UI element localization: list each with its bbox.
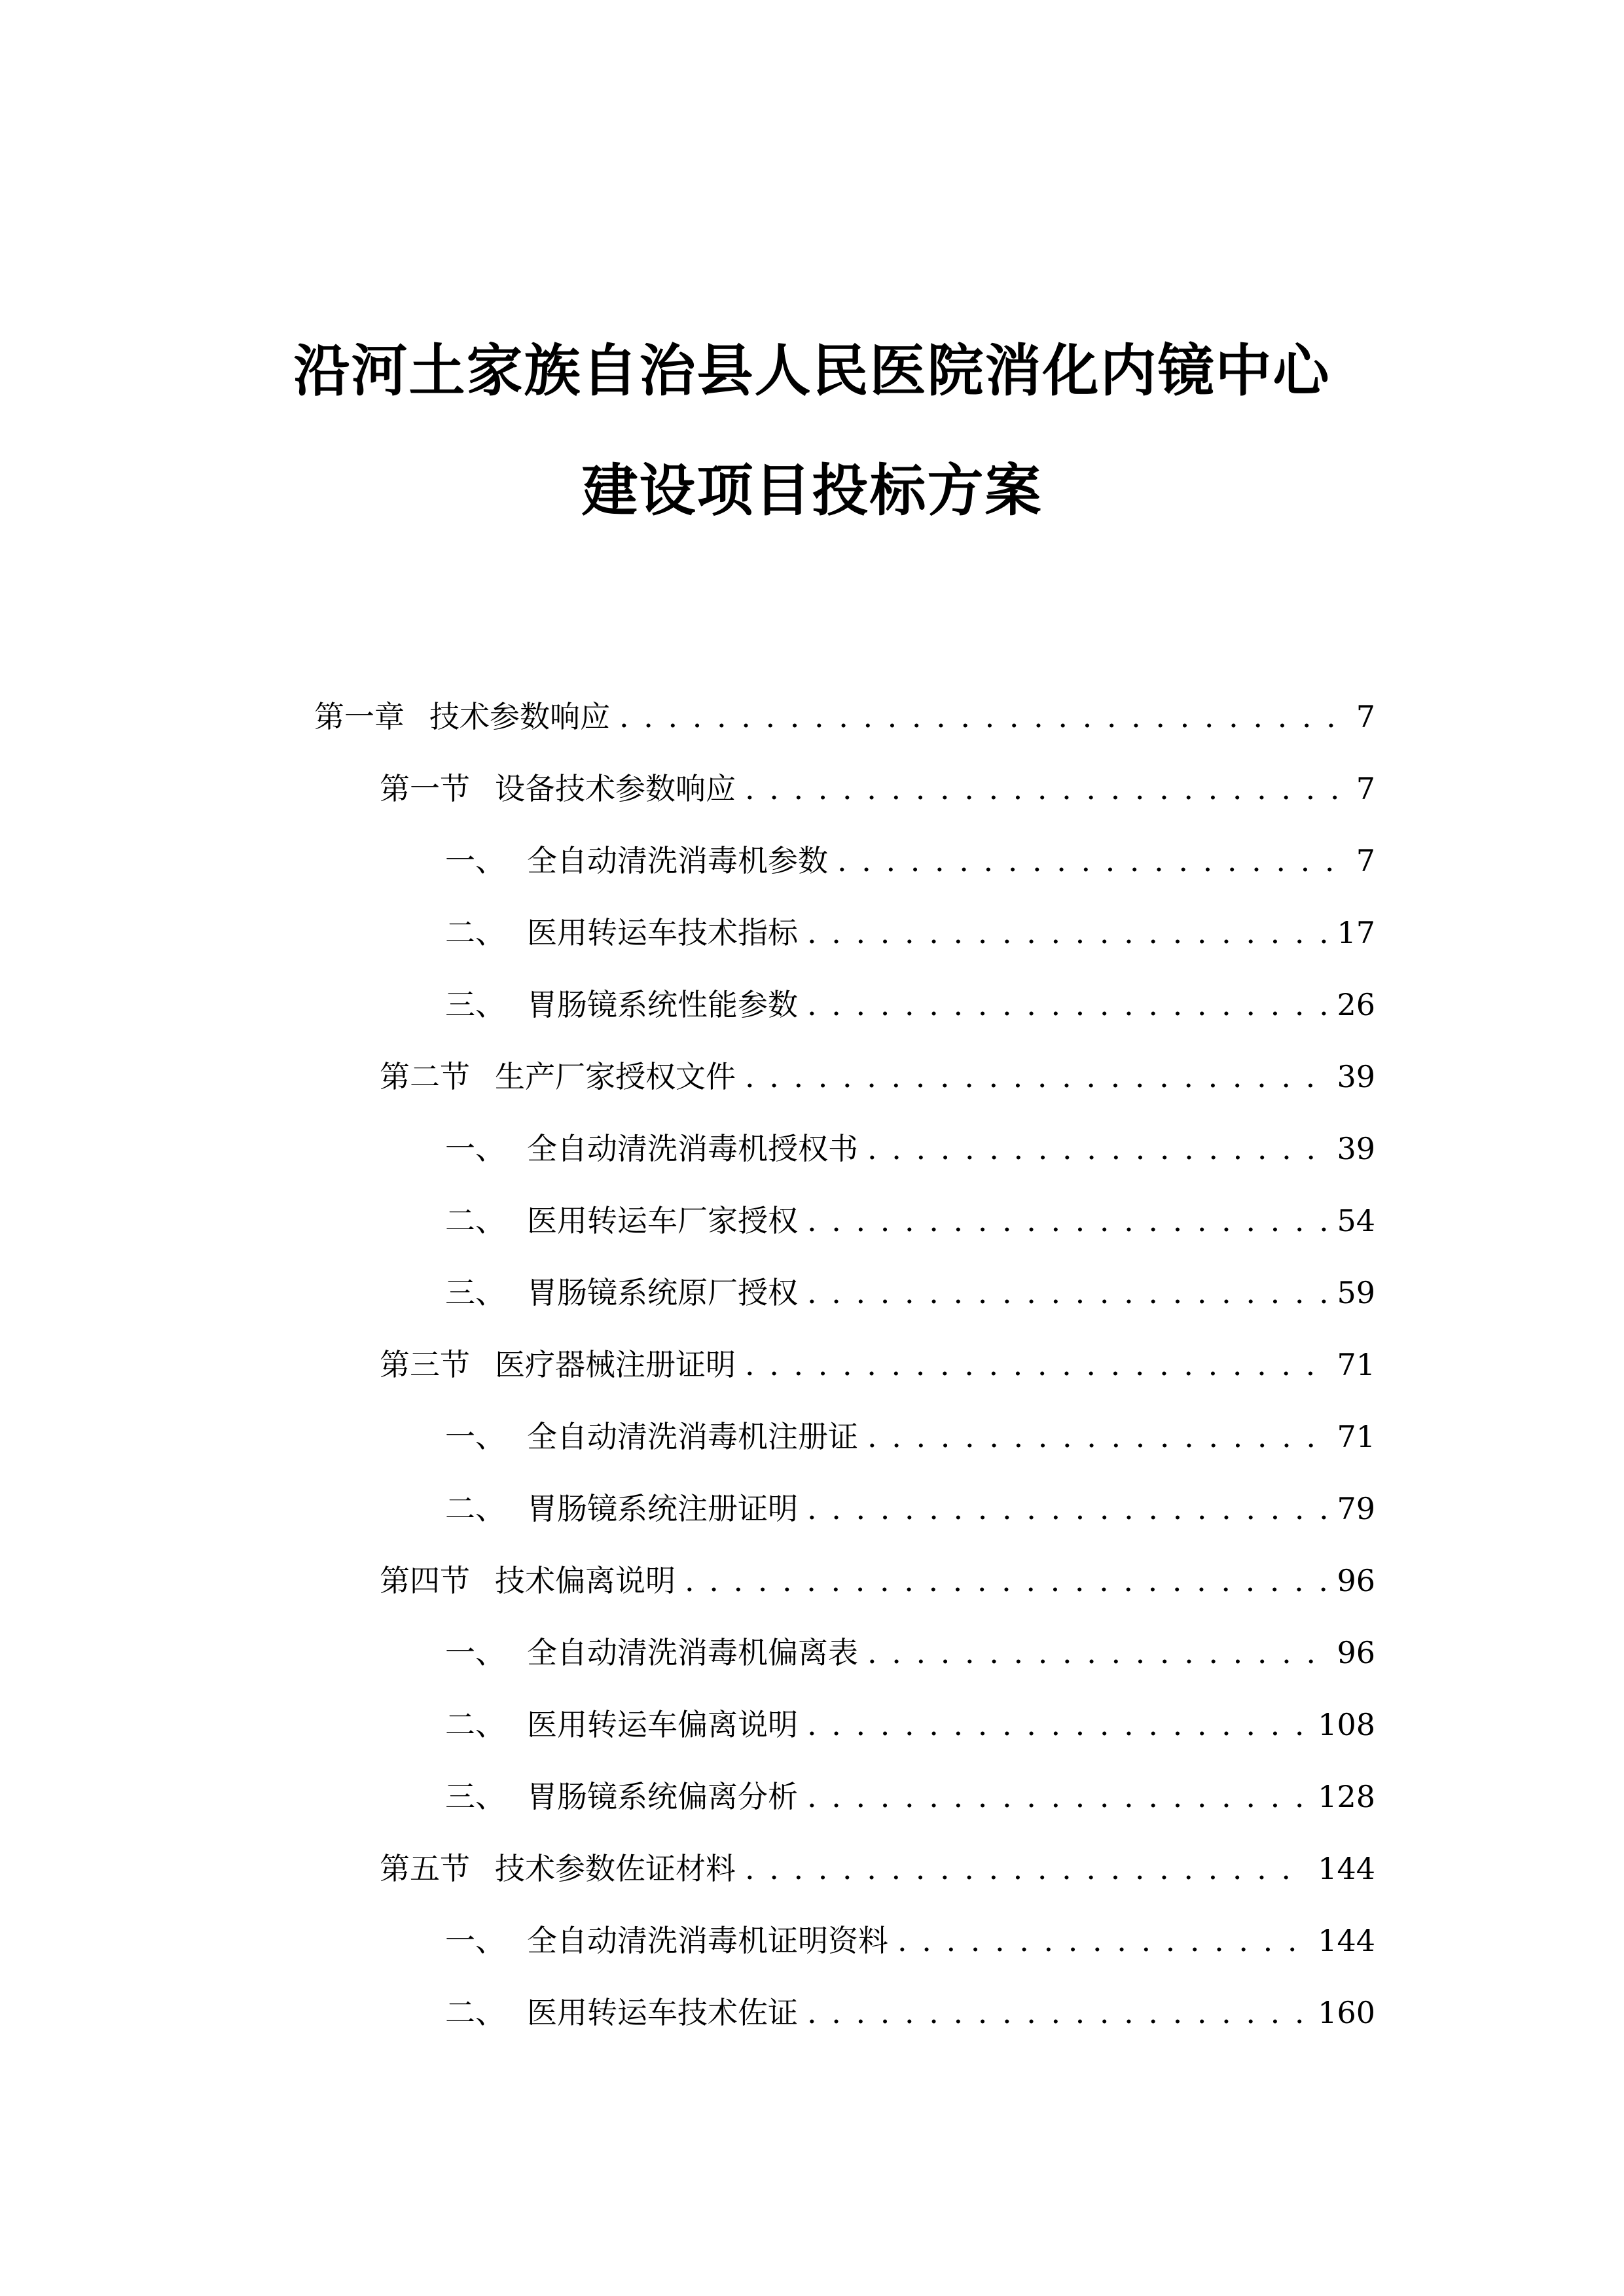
toc-entry-title: 设备技术参数响应 [495,771,736,806]
toc-page-number: 160 [1318,1995,1375,2030]
toc-dot-leader [867,1414,1327,1460]
toc-entry[interactable] [380,1054,1375,1100]
toc-entry-number: 三、 [445,1779,505,1814]
toc-entry[interactable] [445,1270,1375,1316]
toc-entry[interactable] [380,1558,1375,1604]
toc-page-number: 108 [1318,1707,1375,1742]
toc-entry[interactable] [445,838,1375,884]
toc-entry[interactable] [445,1990,1375,2036]
toc-entry-number: 三、 [445,987,505,1022]
toc-page-number: 144 [1318,1851,1375,1886]
toc-entry-title: 胃肠镜系统原厂授权 [527,1275,798,1310]
toc-entry-title: 技术参数响应 [429,699,610,734]
toc-entry-number: 二、 [445,915,505,950]
toc-dot-leader [867,1126,1327,1172]
toc-dot-leader [685,1558,1327,1604]
toc-dot-leader [807,1702,1308,1748]
toc-page-number: 128 [1318,1779,1375,1814]
toc-entry-title: 全自动清洗消毒机参数 [527,843,828,878]
toc-entry-title: 医疗器械注册证明 [495,1347,736,1382]
toc-page-number: 7 [1356,843,1375,878]
toc-entry-title: 医用转运车偏离说明 [527,1707,798,1742]
toc-page-number: 39 [1337,1131,1375,1166]
toc-page-number: 71 [1337,1419,1375,1454]
toc-entry-title: 全自动清洗消毒机注册证 [527,1419,858,1454]
toc-entry-title: 医用转运车厂家授权 [527,1203,798,1238]
toc-entry-title: 生产厂家授权文件 [495,1059,736,1094]
toc-entry-title: 胃肠镜系统性能参数 [527,987,798,1022]
toc-entry[interactable] [445,1198,1375,1244]
toc-dot-leader [745,1054,1327,1100]
document-title-line-1: 沿河土家族自治县人民医院消化内镜中心 [293,338,1331,404]
toc-entry-title: 技术偏离说明 [495,1563,676,1598]
toc-entry-number: 第一节 [380,771,470,806]
toc-page-number: 71 [1337,1347,1375,1382]
toc-entry-number: 第五节 [380,1851,470,1886]
toc-entry[interactable] [445,982,1375,1028]
toc-entry-number: 一、 [445,1419,505,1454]
toc-page-number: 26 [1337,987,1375,1022]
toc-dot-leader [837,838,1347,884]
toc-entry-title: 技术参数佐证材料 [495,1851,736,1886]
toc-dot-leader [745,1342,1327,1388]
toc-entry[interactable] [380,1342,1375,1388]
toc-dot-leader [807,910,1327,956]
toc-entry[interactable] [445,1486,1375,1532]
toc-entry-title: 全自动清洗消毒机授权书 [527,1131,858,1166]
toc-dot-leader [897,1918,1308,1964]
toc-entry-number: 三、 [445,1275,505,1310]
toc-entry-title: 医用转运车技术佐证 [527,1995,798,2030]
document-title-line-2: 建设项目投标方案 [581,457,1043,524]
toc-dot-leader [807,1198,1327,1244]
toc-entry-number: 第四节 [380,1563,470,1598]
toc-entry-number: 一、 [445,843,505,878]
toc-dot-leader [745,766,1347,812]
toc-entry-number: 二、 [445,1995,505,2030]
toc-entry[interactable] [445,1918,1375,1964]
toc-dot-leader [807,1990,1308,2036]
toc-entry[interactable] [380,1846,1375,1892]
toc-dot-leader [745,1846,1308,1892]
toc-entry[interactable] [445,1702,1375,1748]
toc-page-number: 17 [1337,915,1375,950]
toc-page-number: 7 [1356,699,1375,734]
toc-entry-title: 医用转运车技术指标 [527,915,798,950]
toc-page-number: 96 [1337,1635,1375,1670]
toc-page-number: 96 [1337,1563,1375,1598]
toc-entry[interactable] [445,1774,1375,1820]
toc-entry[interactable] [445,1414,1375,1460]
toc-entry-number: 第一章 [314,699,405,734]
toc-dot-leader [619,694,1347,740]
toc-entry[interactable] [445,910,1375,956]
toc-page-number: 59 [1337,1275,1375,1310]
toc-dot-leader [867,1630,1327,1676]
toc-entry[interactable] [314,694,1375,740]
toc-entry-title: 全自动清洗消毒机证明资料 [527,1923,888,1958]
toc-entry[interactable] [445,1126,1375,1172]
toc-page-number: 7 [1356,771,1375,806]
toc-dot-leader [807,982,1327,1028]
toc-dot-leader [807,1774,1308,1820]
toc-entry-number: 第二节 [380,1059,470,1094]
toc-entry-number: 二、 [445,1203,505,1238]
toc-dot-leader [807,1270,1327,1316]
toc-entry[interactable] [380,766,1375,812]
toc-page-number: 144 [1318,1923,1375,1958]
toc-entry-number: 第三节 [380,1347,470,1382]
toc-entry-number: 一、 [445,1131,505,1166]
toc-entry-number: 一、 [445,1923,505,1958]
toc-entry[interactable] [445,1630,1375,1676]
toc-entry-title: 胃肠镜系统注册证明 [527,1491,798,1526]
toc-page-number: 54 [1337,1203,1375,1238]
toc-dot-leader [807,1486,1327,1532]
toc-page-number: 79 [1337,1491,1375,1526]
toc-entry-title: 胃肠镜系统偏离分析 [527,1779,798,1814]
toc-entry-number: 二、 [445,1707,505,1742]
toc-entry-number: 二、 [445,1491,505,1526]
toc-page-number: 39 [1337,1059,1375,1094]
toc-entry-number: 一、 [445,1635,505,1670]
toc-entry-title: 全自动清洗消毒机偏离表 [527,1635,858,1670]
